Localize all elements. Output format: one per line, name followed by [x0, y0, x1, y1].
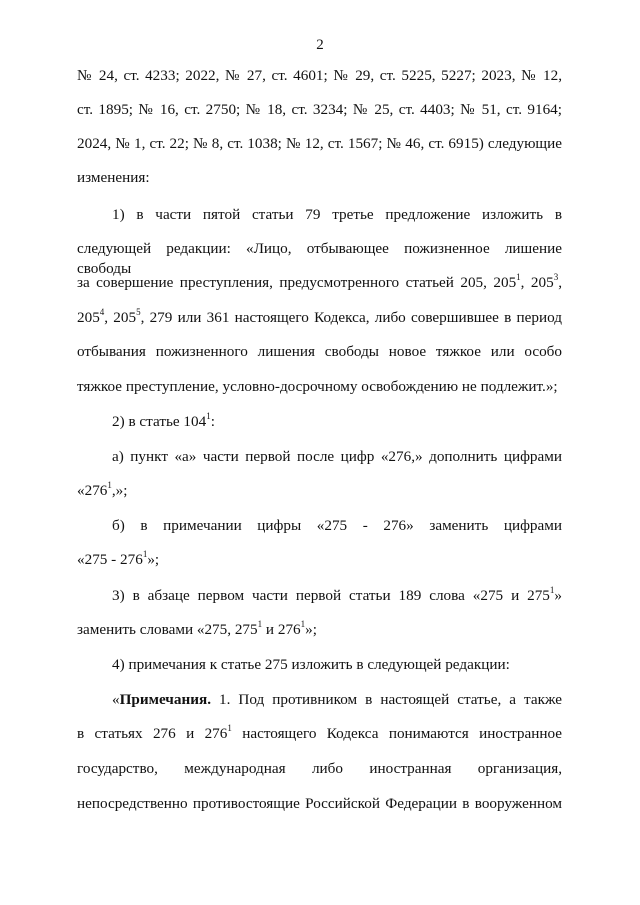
text-line: «Примечания. 1. Под противником в настоящей статье, а также: [112, 691, 562, 708]
text-line: тяжкое преступление, условно-досрочному освобождению не подлежит.»;: [77, 378, 558, 395]
text-line: 2024, № 1, ст. 22; № 8, ст. 1038; № 12, ст. 1567; № 46, ст. 6915) следующие: [77, 135, 562, 152]
text-line: государство, международная либо иностранная организация,: [77, 760, 562, 777]
text-line: 4) примечания к статье 275 изложить в следующей редакции:: [112, 656, 510, 673]
text-line: $205^4$, $205^5$, 279 или 361 настоящего Кодекса, либо совершившее в период: [77, 306, 562, 326]
text-line: № 24, ст. 4233; 2022, № 27, ст. 4601; № 29, ст. 5225, 5227; 2023, № 12,: [77, 67, 562, 84]
text-line: непосредственно противостоящие Российской Федерации в вооруженном: [77, 795, 562, 812]
text-line: в статьях 276 и $276^1$ настоящего Кодекса понимаются иностранное: [77, 722, 562, 742]
text-line: заменить словами «275, $275^1$ и $276^1$»;: [77, 618, 317, 638]
text-line: «$275 - 276^1$»;: [77, 548, 160, 568]
text-line: б) в примечании цифры «275 - 276» заменить цифрами: [112, 517, 562, 534]
text-line: отбывания пожизненного лишения свободы новое тяжкое или особо: [77, 343, 562, 360]
text-line: а) пункт «а» части первой после цифр «276,» дополнить цифрами: [112, 448, 562, 465]
text-line: следующей редакции: «Лицо, отбывающее пожизненное лишение свободы: [77, 240, 562, 277]
text-line: 1) в части пятой статьи 79 третье предложение изложить в: [112, 206, 562, 223]
text-line: 2) в статье $104^1$:: [112, 410, 215, 430]
page-number: 2: [316, 37, 324, 53]
text-line: за совершение преступления, предусмотренного статьей 205, $205^1$, $205^3$,: [77, 271, 562, 291]
text-line: 3) в абзаце первом части первой статьи 189 слова «275 и $275^1$»: [112, 584, 562, 604]
text-line: ст. 1895; № 16, ст. 2750; № 18, ст. 3234; № 25, ст. 4403; № 51, ст. 9164;: [77, 101, 562, 118]
text-line: изменения:: [77, 169, 150, 186]
text-line: «$276^1$,»;: [77, 479, 128, 499]
notes-heading: Примечания.: [119, 691, 211, 708]
